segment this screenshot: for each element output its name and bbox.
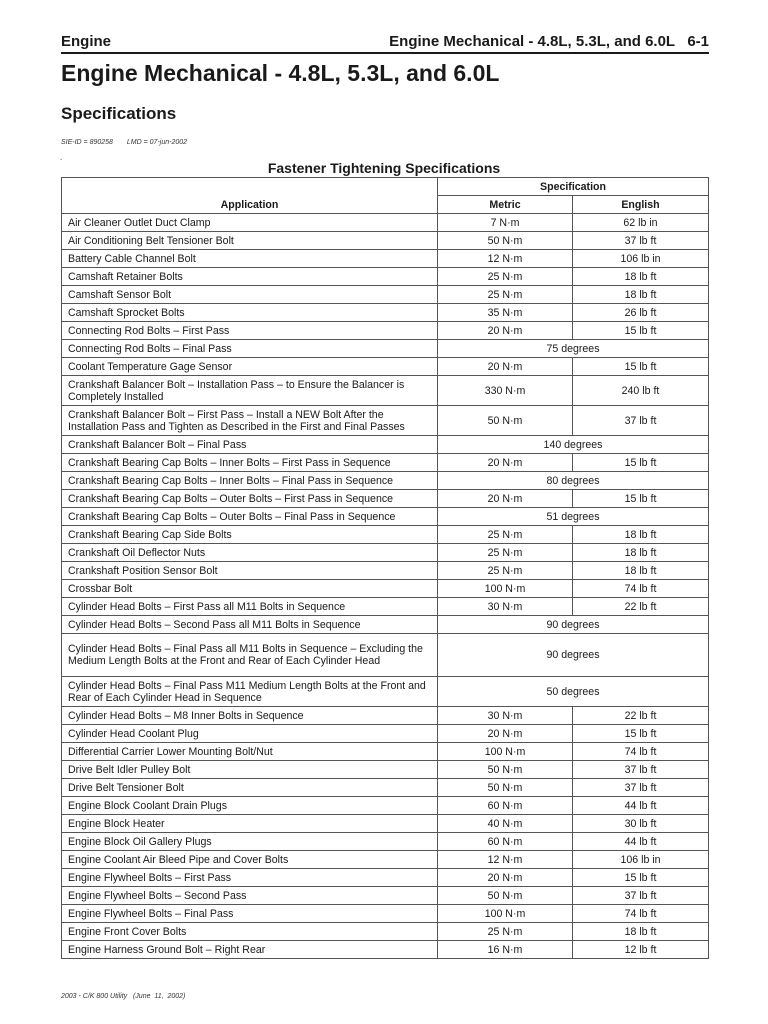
cell-application: Cylinder Head Coolant Plug bbox=[62, 725, 438, 743]
cell-metric: 100 N·m bbox=[438, 905, 573, 923]
cell-metric: 25 N·m bbox=[438, 268, 573, 286]
table-row bbox=[62, 580, 709, 598]
cell-application: Crankshaft Oil Deflector Nuts bbox=[62, 544, 438, 562]
cell-metric: 25 N·m bbox=[438, 286, 573, 304]
table-title: Fastener Tightening Specifications bbox=[267, 160, 501, 176]
cell-metric: 12 N·m bbox=[438, 851, 573, 869]
cell-application: Crankshaft Bearing Cap Bolts – Inner Bolts – Final Pass in Sequence bbox=[62, 472, 438, 490]
table-row bbox=[62, 743, 709, 761]
col-metric-header: Metric bbox=[438, 196, 573, 214]
table-row bbox=[62, 508, 709, 526]
cell-english: 15 lb ft bbox=[573, 454, 709, 472]
table-row bbox=[62, 490, 709, 508]
cell-metric: 20 N·m bbox=[438, 869, 573, 887]
table-row bbox=[62, 887, 709, 905]
table-row bbox=[62, 250, 709, 268]
cell-metric: 20 N·m bbox=[438, 490, 573, 508]
table-header-row bbox=[62, 178, 709, 196]
cell-english: 240 lb ft bbox=[573, 376, 709, 406]
table-row bbox=[62, 268, 709, 286]
cell-application: Crankshaft Bearing Cap Bolts – Inner Bolts – First Pass in Sequence bbox=[62, 454, 438, 472]
table-row bbox=[62, 634, 709, 677]
cell-application: Drive Belt Idler Pulley Bolt bbox=[62, 761, 438, 779]
table-row bbox=[62, 869, 709, 887]
cell-english: 37 lb ft bbox=[573, 761, 709, 779]
cell-spec-angle: 80 degrees bbox=[438, 472, 709, 490]
cell-english: 18 lb ft bbox=[573, 286, 709, 304]
cell-application: Engine Block Coolant Drain Plugs bbox=[62, 797, 438, 815]
cell-metric: 50 N·m bbox=[438, 406, 573, 436]
cell-english: 15 lb ft bbox=[573, 725, 709, 743]
lmd-date: LMD = 07-jun-2002 bbox=[126, 139, 188, 146]
cell-english: 74 lb ft bbox=[573, 743, 709, 761]
cell-english: 37 lb ft bbox=[573, 887, 709, 905]
table-row bbox=[62, 815, 709, 833]
cell-metric: 20 N·m bbox=[438, 358, 573, 376]
cell-english: 37 lb ft bbox=[573, 406, 709, 436]
cell-application: Air Cleaner Outlet Duct Clamp bbox=[62, 214, 438, 232]
cell-metric: 25 N·m bbox=[438, 923, 573, 941]
cell-application: Cylinder Head Bolts – First Pass all M11 Bolts in Sequence bbox=[62, 598, 438, 616]
cell-metric: 50 N·m bbox=[438, 779, 573, 797]
cell-metric: 25 N·m bbox=[438, 526, 573, 544]
cell-application: Crankshaft Position Sensor Bolt bbox=[62, 562, 438, 580]
col-english-header: English bbox=[573, 196, 709, 214]
table-row bbox=[62, 941, 709, 959]
cell-application: Engine Harness Ground Bolt – Right Rear bbox=[62, 941, 438, 959]
cell-english: 26 lb ft bbox=[573, 304, 709, 322]
cell-metric: 7 N·m bbox=[438, 214, 573, 232]
cell-english: 106 lb in bbox=[573, 250, 709, 268]
header-section-name: Engine bbox=[61, 33, 112, 50]
cell-english: 18 lb ft bbox=[573, 268, 709, 286]
cell-metric: 50 N·m bbox=[438, 761, 573, 779]
cell-english: 37 lb ft bbox=[573, 232, 709, 250]
header-page-ref: Engine Mechanical - 4.8L, 5.3L, and 6.0L 6-1 bbox=[389, 33, 709, 50]
cell-application: Cylinder Head Bolts – M8 Inner Bolts in Sequence bbox=[62, 707, 438, 725]
table-row bbox=[62, 761, 709, 779]
cell-application: Cylinder Head Bolts – Final Pass M11 Medium Length Bolts at the Front and Rear of Each Cylinder Head in Sequence bbox=[62, 677, 438, 707]
cell-metric: 100 N·m bbox=[438, 580, 573, 598]
cell-english: 22 lb ft bbox=[573, 598, 709, 616]
table-row bbox=[62, 725, 709, 743]
cell-application: Engine Flywheel Bolts – First Pass bbox=[62, 869, 438, 887]
table-row bbox=[62, 286, 709, 304]
cell-application: Engine Coolant Air Bleed Pipe and Cover Bolts bbox=[62, 851, 438, 869]
fastener-spec-table bbox=[61, 177, 709, 959]
cell-spec-angle: 51 degrees bbox=[438, 508, 709, 526]
table-row bbox=[62, 376, 709, 406]
cell-application: Engine Block Heater bbox=[62, 815, 438, 833]
cell-english: 18 lb ft bbox=[573, 544, 709, 562]
cell-english: 12 lb ft bbox=[573, 941, 709, 959]
cell-english: 44 lb ft bbox=[573, 797, 709, 815]
cell-metric: 25 N·m bbox=[438, 562, 573, 580]
table-row bbox=[62, 677, 709, 707]
cell-metric: 16 N·m bbox=[438, 941, 573, 959]
table-row bbox=[62, 304, 709, 322]
cell-english: 15 lb ft bbox=[573, 322, 709, 340]
cell-metric: 30 N·m bbox=[438, 598, 573, 616]
table-row bbox=[62, 322, 709, 340]
table-row bbox=[62, 905, 709, 923]
cell-metric: 20 N·m bbox=[438, 725, 573, 743]
table-row bbox=[62, 526, 709, 544]
cell-application: Camshaft Retainer Bolts bbox=[62, 268, 438, 286]
cell-application: Battery Cable Channel Bolt bbox=[62, 250, 438, 268]
cell-application: Crankshaft Balancer Bolt – First Pass – Install a NEW Bolt After the Installation Pass and Tighten as Described in the First and Final Passes bbox=[62, 406, 438, 436]
cell-application: Crankshaft Bearing Cap Bolts – Outer Bolts – Final Pass in Sequence bbox=[62, 508, 438, 526]
cell-application: Cylinder Head Bolts – Final Pass all M11 Bolts in Sequence – Excluding the Medium Length Bolts at the Front and Rear of Each Cylinder Head bbox=[62, 634, 438, 677]
cell-english: 18 lb ft bbox=[573, 562, 709, 580]
table-row bbox=[62, 851, 709, 869]
running-header bbox=[61, 30, 709, 54]
cell-metric: 25 N·m bbox=[438, 544, 573, 562]
table-row bbox=[62, 598, 709, 616]
table-row bbox=[62, 454, 709, 472]
cell-english: 18 lb ft bbox=[573, 923, 709, 941]
table-row bbox=[62, 406, 709, 436]
cell-metric: 60 N·m bbox=[438, 797, 573, 815]
table-row bbox=[62, 923, 709, 941]
cell-metric: 40 N·m bbox=[438, 815, 573, 833]
col-specification-header: Specification bbox=[438, 178, 709, 196]
table-row bbox=[62, 544, 709, 562]
table-row bbox=[62, 232, 709, 250]
cell-metric: 50 N·m bbox=[438, 232, 573, 250]
cell-english: 30 lb ft bbox=[573, 815, 709, 833]
cell-english: 22 lb ft bbox=[573, 707, 709, 725]
cell-application: Engine Flywheel Bolts – Final Pass bbox=[62, 905, 438, 923]
cell-english: 15 lb ft bbox=[573, 358, 709, 376]
cell-spec-angle: 90 degrees bbox=[438, 634, 709, 677]
cell-metric: 35 N·m bbox=[438, 304, 573, 322]
cell-metric: 12 N·m bbox=[438, 250, 573, 268]
cell-application: Crankshaft Balancer Bolt – Installation Pass – to Ensure the Balancer is Completely Installed bbox=[62, 376, 438, 406]
table-row bbox=[62, 340, 709, 358]
cell-metric: 20 N·m bbox=[438, 322, 573, 340]
cell-application: Camshaft Sprocket Bolts bbox=[62, 304, 438, 322]
cell-spec-angle: 75 degrees bbox=[438, 340, 709, 358]
table-body bbox=[62, 214, 709, 959]
cell-metric: 50 N·m bbox=[438, 887, 573, 905]
cell-english: 15 lb ft bbox=[573, 869, 709, 887]
cell-application: Connecting Rod Bolts – Final Pass bbox=[62, 340, 438, 358]
cell-metric: 20 N·m bbox=[438, 454, 573, 472]
sie-id: SIE-ID = 890258 bbox=[61, 139, 113, 146]
table-row bbox=[62, 797, 709, 815]
cell-metric: 30 N·m bbox=[438, 707, 573, 725]
cell-application: Drive Belt Tensioner Bolt bbox=[62, 779, 438, 797]
cell-english: 15 lb ft bbox=[573, 490, 709, 508]
cell-english: 74 lb ft bbox=[573, 580, 709, 598]
cell-spec-angle: 50 degrees bbox=[438, 677, 709, 707]
page-title: Engine Mechanical - 4.8L, 5.3L, and 6.0L bbox=[61, 60, 500, 86]
cell-metric: 60 N·m bbox=[438, 833, 573, 851]
cell-application: Crankshaft Balancer Bolt – Final Pass bbox=[62, 436, 438, 454]
cell-english: 37 lb ft bbox=[573, 779, 709, 797]
table-row bbox=[62, 707, 709, 725]
cell-english: 18 lb ft bbox=[573, 526, 709, 544]
cell-application: Differential Carrier Lower Mounting Bolt/Nut bbox=[62, 743, 438, 761]
cell-metric: 100 N·m bbox=[438, 743, 573, 761]
cell-application: Cylinder Head Bolts – Second Pass all M11 Bolts in Sequence bbox=[62, 616, 438, 634]
page-footer: 2003 - C/K 800 Utility (June 11, 2002) bbox=[61, 993, 186, 1000]
table-row bbox=[62, 833, 709, 851]
cell-metric: 330 N·m bbox=[438, 376, 573, 406]
cell-english: 62 lb in bbox=[573, 214, 709, 232]
cell-application: Camshaft Sensor Bolt bbox=[62, 286, 438, 304]
table-row bbox=[62, 436, 709, 454]
cell-english: 44 lb ft bbox=[573, 833, 709, 851]
cell-application: Crankshaft Bearing Cap Side Bolts bbox=[62, 526, 438, 544]
table-row bbox=[62, 616, 709, 634]
cell-application: Engine Block Oil Gallery Plugs bbox=[62, 833, 438, 851]
table-row bbox=[62, 562, 709, 580]
table-row bbox=[62, 214, 709, 232]
document-meta bbox=[61, 139, 199, 146]
table-row bbox=[62, 358, 709, 376]
col-application-header: Application bbox=[62, 178, 438, 214]
cell-spec-angle: 90 degrees bbox=[438, 616, 709, 634]
cell-application: Connecting Rod Bolts – First Pass bbox=[62, 322, 438, 340]
cell-application: Engine Front Cover Bolts bbox=[62, 923, 438, 941]
cell-application: Crossbar Bolt bbox=[62, 580, 438, 598]
section-title: Specifications bbox=[61, 104, 177, 123]
cell-application: Air Conditioning Belt Tensioner Bolt bbox=[62, 232, 438, 250]
cell-application: Engine Flywheel Bolts – Second Pass bbox=[62, 887, 438, 905]
table-row bbox=[62, 472, 709, 490]
table-row bbox=[62, 779, 709, 797]
cell-application: Coolant Temperature Gage Sensor bbox=[62, 358, 438, 376]
margin-mark: . bbox=[60, 153, 63, 162]
cell-english: 106 lb in bbox=[573, 851, 709, 869]
cell-spec-angle: 140 degrees bbox=[438, 436, 709, 454]
cell-application: Crankshaft Bearing Cap Bolts – Outer Bolts – First Pass in Sequence bbox=[62, 490, 438, 508]
cell-english: 74 lb ft bbox=[573, 905, 709, 923]
